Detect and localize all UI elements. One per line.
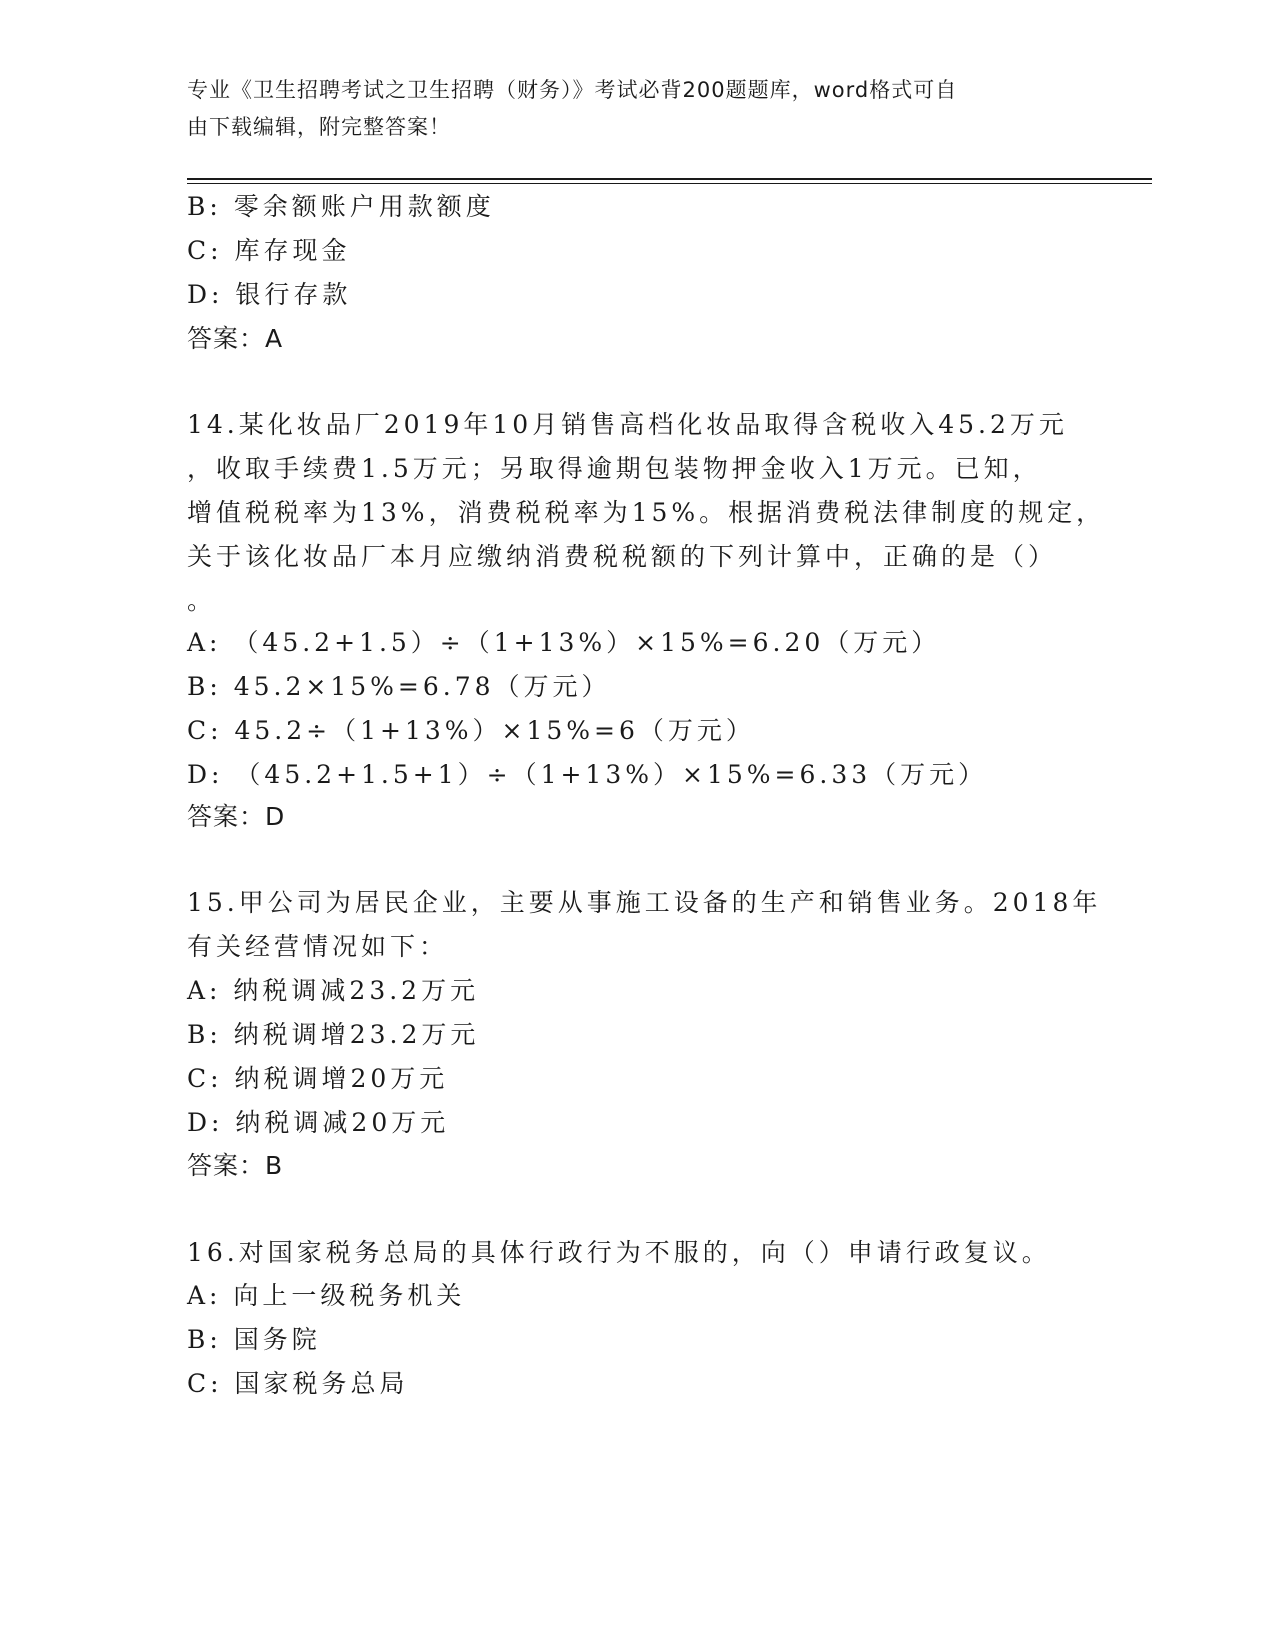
q13-option-d: D: 银行存款: [187, 280, 352, 309]
q14-stem-line-2: ，收取手续费1.5万元；另取得逾期包装物押金收入1万元。已知，: [187, 454, 1042, 483]
q14-option-a: A: （45.2+1.5）÷（1+13%）×15%=6.20（万元）: [187, 628, 941, 657]
q14-option-c: C: 45.2÷（1+13%）×15%=6（万元）: [187, 716, 755, 745]
q14-option-d: D: （45.2+1.5+1）÷（1+13%）×15%=6.33（万元）: [187, 760, 988, 789]
header-divider-thick: [187, 178, 1152, 180]
q16-stem-line-1: 16.对国家税务总局的具体行政行为不服的，向（）申请行政复议。: [187, 1238, 1051, 1267]
q15-answer: 答案：B: [187, 1151, 284, 1180]
document-header: [187, 72, 1067, 146]
q15-option-d: D: 纳税调减20万元: [187, 1108, 450, 1137]
q14-option-b: B: 45.2×15%=6.78（万元）: [187, 672, 611, 701]
header-divider-thin: [187, 183, 1152, 184]
q15-option-c: C: 纳税调增20万元: [187, 1064, 449, 1093]
q15-stem-line-1: 15.甲公司为居民企业，主要从事施工设备的生产和销售业务。2018年: [187, 888, 1102, 917]
q13-option-b: B: 零余额账户用款额度: [187, 192, 495, 221]
q14-stem-line-4: 关于该化妆品厂本月应缴纳消费税税额的下列计算中，正确的是（）: [187, 542, 1058, 571]
q14-stem-line-3: 增值税税率为13%，消费税税率为15%。根据消费税法律制度的规定，: [187, 498, 1106, 527]
header-line-1: 专业《卫生招聘考试之卫生招聘（财务）》考试必背200题题库，word格式可自: [187, 78, 958, 102]
q16-option-b: B: 国务院: [187, 1325, 321, 1354]
q14-stem-line-1: 14.某化妆品厂2019年10月销售高档化妆品取得含税收入45.2万元: [187, 410, 1068, 439]
q15-option-a: A: 纳税调减23.2万元: [187, 976, 480, 1005]
q16-option-c: C: 国家税务总局: [187, 1369, 409, 1398]
q14-stem-line-5: 。: [187, 586, 217, 615]
q16-option-a: A: 向上一级税务机关: [187, 1281, 466, 1310]
q13-option-c: C: 库存现金: [187, 236, 351, 265]
q15-option-b: B: 纳税调增23.2万元: [187, 1020, 480, 1049]
header-line-2: 由下载编辑，附完整答案！: [187, 115, 451, 139]
q13-answer: 答案：A: [187, 324, 284, 353]
q15-stem-line-2: 有关经营情况如下：: [187, 932, 449, 961]
q14-answer: 答案：D: [187, 802, 286, 831]
